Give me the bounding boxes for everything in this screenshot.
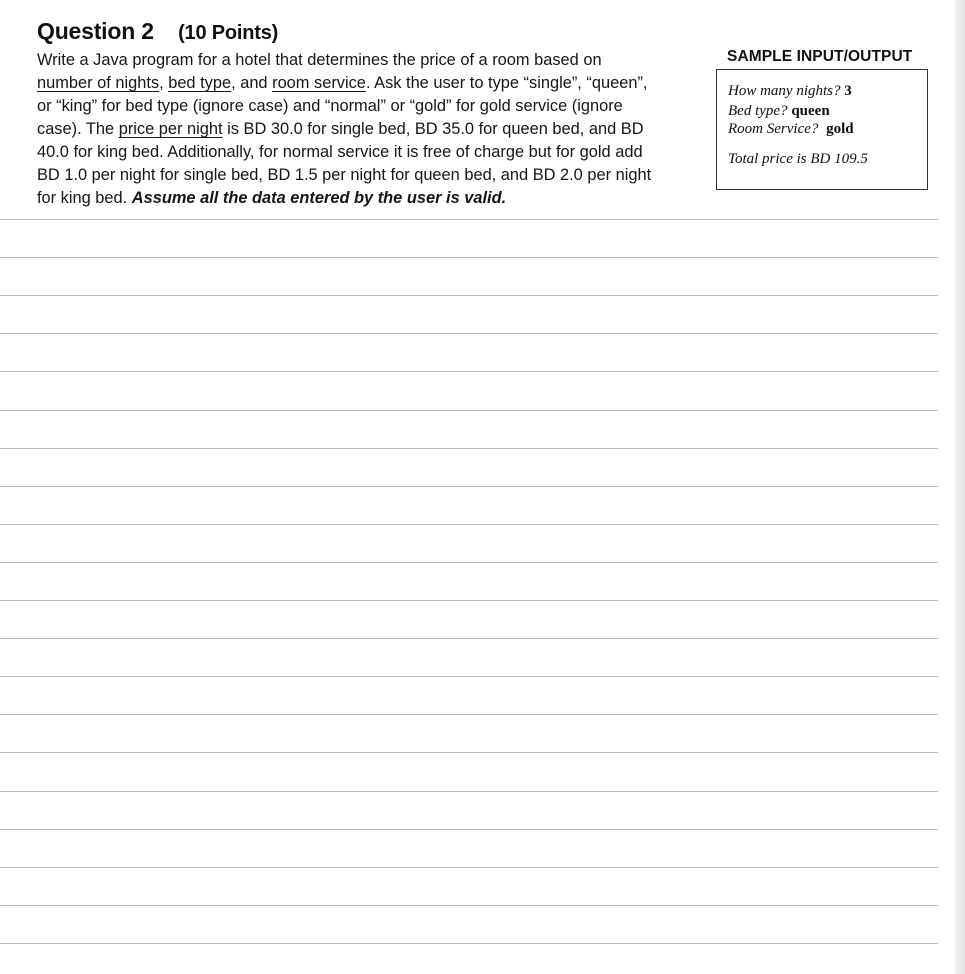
answer-line <box>0 448 938 449</box>
page-edge-shadow <box>955 0 965 974</box>
question-title <box>37 18 278 45</box>
answer-line <box>0 638 938 639</box>
sample-nights-prompt: How many nights? <box>728 83 845 99</box>
answer-line <box>0 676 938 677</box>
answer-line <box>0 410 938 411</box>
question-text: is BD 30.0 for single bed, BD 35.0 for queen bed, and BD <box>222 120 644 138</box>
sample-total-text: Total price is BD 109.5 <box>728 151 868 167</box>
underlined-term: bed type <box>168 74 232 92</box>
question-line <box>37 118 717 141</box>
sample-total-row <box>728 150 868 168</box>
answer-line <box>0 219 938 220</box>
sample-bed-row <box>728 102 830 120</box>
answer-line <box>0 829 938 830</box>
sample-io-heading: SAMPLE INPUT/OUTPUT <box>727 48 913 65</box>
question-text: for king bed. <box>37 189 132 207</box>
question-text: , <box>159 74 169 92</box>
question-text: 40.0 for king bed. Additionally, for normal service it is free of charge but for gold add <box>37 143 643 161</box>
answer-line <box>0 905 938 906</box>
answer-line <box>0 867 938 868</box>
sample-bed-prompt: Bed type? <box>728 103 792 119</box>
answer-line <box>0 333 938 334</box>
question-line <box>37 49 717 72</box>
sample-nights-row <box>728 82 852 100</box>
question-line <box>37 95 717 118</box>
answer-line <box>0 714 938 715</box>
answer-line <box>0 562 938 563</box>
emphasis-text: Assume all the data entered by the user is valid. <box>131 189 507 207</box>
underlined-term: price per night <box>118 120 223 138</box>
question-text: case). The <box>37 120 119 138</box>
answer-line <box>0 943 938 944</box>
answer-line <box>0 600 938 601</box>
question-number: Question 2 <box>37 18 154 44</box>
sample-io-box <box>716 69 928 190</box>
underlined-term: number of nights <box>37 74 160 92</box>
sample-nights-value: 3 <box>844 83 852 99</box>
answer-line <box>0 371 938 372</box>
underlined-term: room service <box>272 74 366 92</box>
question-points: (10 Points) <box>178 22 279 44</box>
answer-line <box>0 486 938 487</box>
answer-line <box>0 752 938 753</box>
question-line <box>37 164 717 187</box>
question-text: . Ask the user to type “single”, “queen”, <box>365 74 648 92</box>
answer-line <box>0 791 938 792</box>
answer-line <box>0 257 938 258</box>
question-prompt <box>37 49 717 210</box>
sample-service-value: gold <box>826 121 854 137</box>
sample-service-prompt: Room Service? <box>728 121 823 137</box>
answer-line <box>0 524 938 525</box>
question-text: or “king” for bed type (ignore case) and “normal” or “gold” for gold service (ignore <box>37 97 623 115</box>
question-text: , and <box>231 74 273 92</box>
sample-bed-value: queen <box>791 103 830 119</box>
answer-line <box>0 295 938 296</box>
question-text: BD 1.0 per night for single bed, BD 1.5 per night for queen bed, and BD 2.0 per night <box>37 166 652 184</box>
question-line <box>37 187 717 210</box>
sample-service-row <box>728 120 854 138</box>
question-text: Write a Java program for a hotel that determines the price of a room based on <box>37 51 602 69</box>
question-line <box>37 72 717 95</box>
question-line <box>37 141 717 164</box>
